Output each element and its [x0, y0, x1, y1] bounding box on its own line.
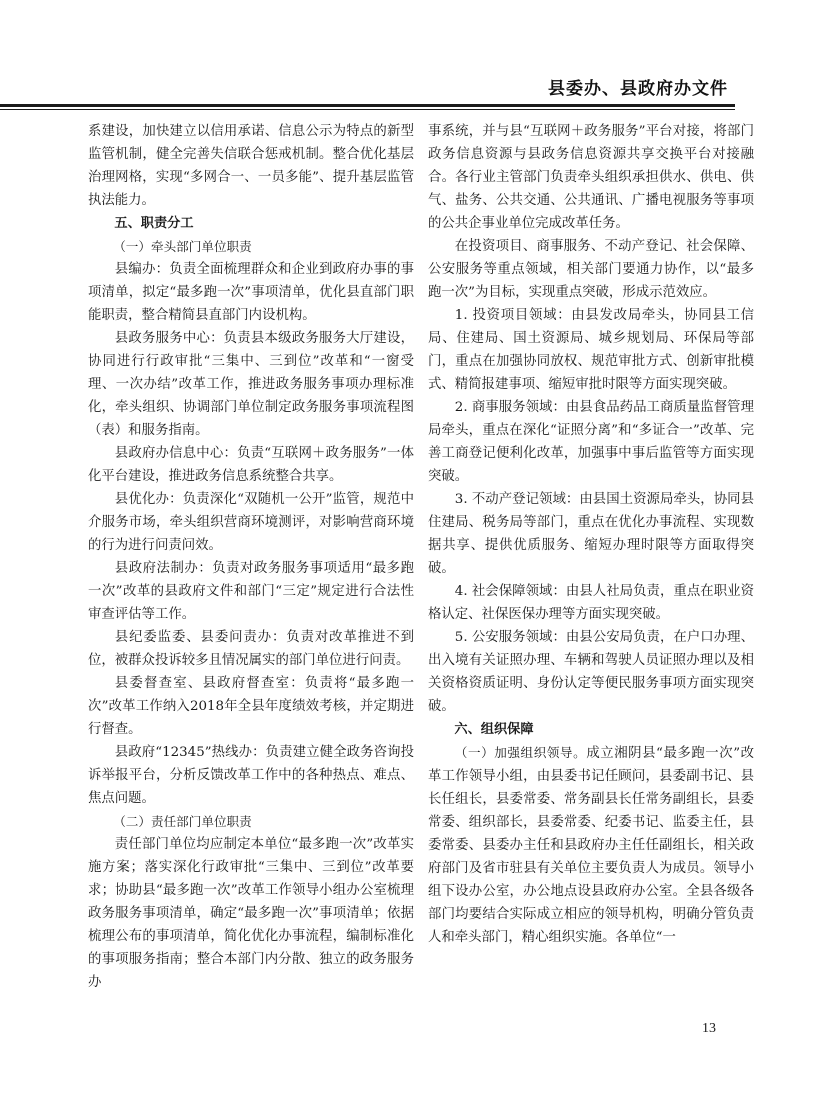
- section-heading: 六、组织保障: [454, 722, 534, 737]
- paragraph: 2. 商事服务领域：由县食品药品工商质量监督管理局牵头，重点在深化“证照分离”和“多证合一”改革、完善工商登记便利化改革，加强事中事后监管等方面实现突破。: [428, 400, 754, 484]
- paragraph: 4. 社会保障领域：由县人社局负责，重点在职业资格认定、社保医保办理等方面实现突破。: [428, 584, 754, 622]
- header-rule-thin: [0, 109, 735, 110]
- paragraph-text: 成立湘阴县“最多跑一次”改革工作领导小组，由县委书记任顾问，县委副书记、县长任组长，县委常委、常务副县长任常务副组长，县委常委、组织部长，县委常委、纪委书记、监委主任，县委常委、县委办主任和县政府办主任任副组长，相关政府部门及省市驻县有关单位主要负责人为成员。领导小组下设办公室，办公地点设县政府办公室。全县各级各部门均要结合实际成立相应的领导机构，明确分管负责人和牵头部门，精心组织实施。各单位“一: [428, 746, 754, 945]
- paragraph: 事系统，并与县“互联网＋政务服务”平台对接，将部门政务信息资源与县政务信息资源共享交换平台对接融合。各行业主管部门负责牵头组织承担供水、供电、供气、盐务、公共交通、公共通讯、广播电视服务等事项的公共企事业单位完成改革任务。: [428, 124, 754, 231]
- paragraph: 在投资项目、商事服务、不动产登记、社会保障、公安服务等重点领域，相关部门要通力协作，以“最多跑一次”为目标，实现重点突破，形成示范效应。: [428, 239, 754, 300]
- paragraph: 县政务服务中心：负责县本级政务服务大厅建设，协同进行行政审批“三集中、三到位”改革和“一窗受理、一次办结”改革工作，推进政务服务事项办理标准化，牵头组织、协调部门单位制定政务服务事项流程图（表）和服务指南。: [88, 331, 414, 438]
- paragraph: 县政府法制办：负责对政务服务事项适用“最多跑一次”改革的县政府文件和部门“三定”规定进行合法性审查评估等工作。: [88, 561, 414, 622]
- right-text-column: [428, 120, 754, 949]
- document-header-title: 县委办、县政府办文件: [548, 79, 728, 99]
- paragraph: [428, 741, 754, 949]
- subsection-heading: （二）责任部门单位职责: [113, 814, 252, 829]
- paragraph: 县政府“12345”热线办：负责建立健全政务咨询投诉举报平台，分析反馈改革工作中的各种热点、难点、焦点问题。: [88, 745, 414, 806]
- paragraph: 责任部门单位均应制定本单位“最多跑一次”改革实施方案；落实深化行政审批“三集中、三到位”改革要求；协助县“最多跑一次”改革工作领导小组办公室梳理政务服务事项清单，确定“最多跑一次”事项清单；依据梳理公布的事项清单，简化优化办事流程，编制标准化的事项服务指南；整合本部门内分散、独立的政务服务办: [88, 837, 414, 990]
- subsection-heading: （一）牵头部门单位职责: [113, 239, 252, 254]
- paragraph: 1. 投资项目领域：由县发改局牵头，协同县工信局、住建局、国土资源局、城乡规划局、环保局等部门，重点在加强协同放权、规范审批方式、创新审批模式、精简报建事项、缩短审批时限等方面实现突破。: [428, 308, 754, 392]
- paragraph: 县政府办信息中心：负责“互联网＋政务服务”一体化平台建设，推进政务信息系统整合共享。: [88, 446, 414, 484]
- paragraph: 5. 公安服务领域：由县公安局负责，在户口办理、出入境有关证照办理、车辆和驾驶人员证照办理以及相关资格资质证明、身份认定等便民服务事项方面实现突破。: [428, 630, 754, 714]
- paragraph: 3. 不动产登记领域：由县国土资源局牵头，协同县住建局、税务局等部门，重点在优化办事流程、实现数据共享、提供优质服务、缩短办理时限等方面取得突破。: [428, 492, 754, 576]
- left-text-column: [88, 120, 414, 994]
- paragraph: 县优化办：负责深化“双随机一公开”监管，规范中介服务市场，牵头组织营商环境测评，对影响营商环境的行为进行问责问效。: [88, 492, 414, 553]
- header-rule: [0, 104, 735, 107]
- page-number: 13: [702, 1021, 716, 1036]
- paragraph: 县编办：负责全面梳理群众和企业到政府办事的事项清单，拟定“最多跑一次”事项清单，优化县直部门职能职责，整合精简县直部门内设机构。: [88, 262, 414, 323]
- section-heading: 五、职责分工: [114, 216, 194, 231]
- paragraph: 县纪委监委、县委问责办：负责对改革推进不到位，被群众投诉较多且情况属实的部门单位进行问责。: [88, 630, 414, 668]
- paragraph: 县委督查室、县政府督查室：负责将“最多跑一次”改革工作纳入2018年全县年度绩效考核，并定期进行督查。: [88, 676, 414, 737]
- paragraph: 系建设，加快建立以信用承诺、信息公示为特点的新型监管机制，健全完善失信联合惩戒机制。整合优化基层治理网格，实现“多网合一、一员多能”、提升基层监管执法能力。: [88, 124, 414, 208]
- paragraph-lead-label: （一）加强组织领导。: [454, 745, 587, 760]
